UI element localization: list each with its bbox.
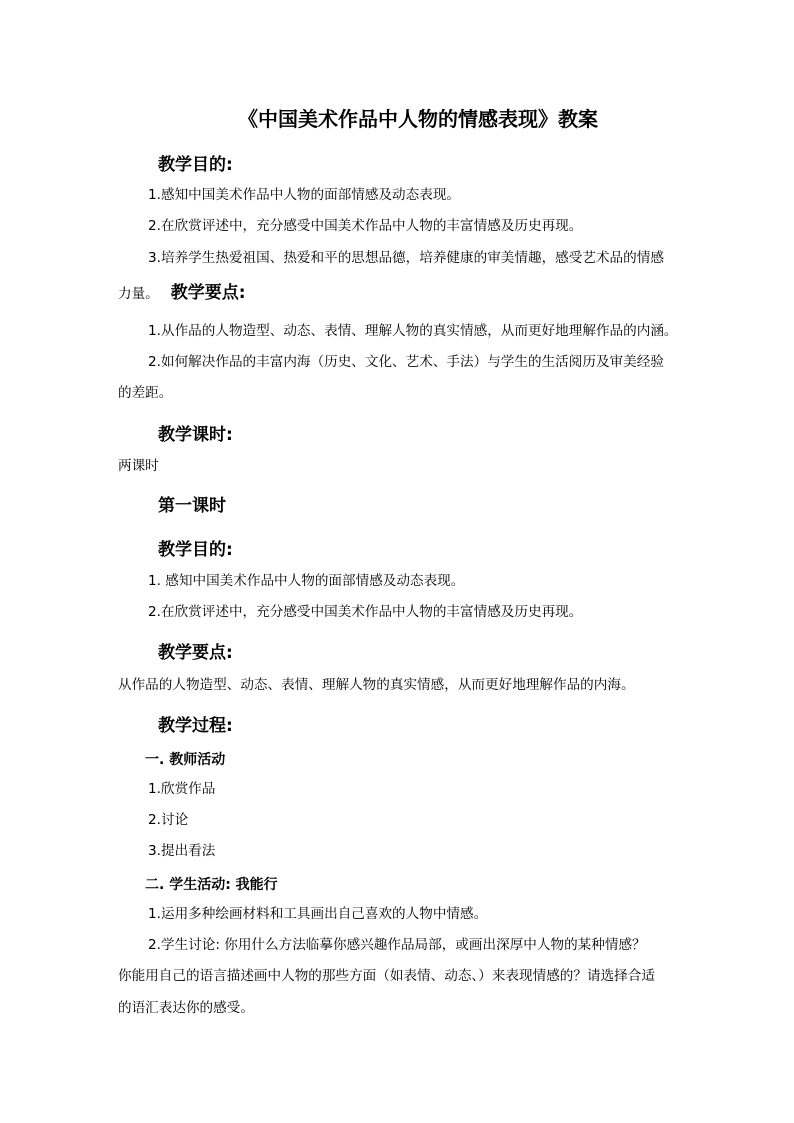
lesson1-goal-2: 2.在欣赏评述中，充分感受中国美术作品中人物的丰富情感及历史再现。 xyxy=(148,604,583,620)
section-heading-teaching-goals: 教学目的: xyxy=(158,155,233,175)
student-item-2: 2.学生讨论: 你用什么方法临摹你感兴趣作品局部，或画出深厚中人物的某种情感？ xyxy=(148,937,646,953)
lesson1-goal-1: 1. 感知中国美术作品中人物的面部情感及动态表现。 xyxy=(148,573,465,589)
lesson1-heading: 第一课时 xyxy=(158,496,226,516)
section-heading-lesson-hours: 教学课时: xyxy=(158,425,233,445)
lesson1-points-text: 从作品的人物造型、动态、表情、理解人物的真实情感，从而更好地理解作品的内海。 xyxy=(118,677,635,693)
goal-item-3-tail: 力量。 xyxy=(118,286,159,302)
student-item-2-line2: 你能用自己的语言描述画中人物的那些方面（如表情、动态、）来表现情感的？请选择合适 xyxy=(118,968,655,984)
goal-item-1: 1.感知中国美术作品中人物的面部情感及动态表现。 xyxy=(148,187,461,203)
teacher-item-3: 3.提出看法 xyxy=(148,843,216,859)
student-item-2-line3: 的语汇表达你的感受。 xyxy=(118,1000,254,1016)
goal-item-2: 2.在欣赏评述中，充分感受中国美术作品中人物的丰富情感及历史再现。 xyxy=(148,218,583,234)
point-item-1: 1.从作品的人物造型、动态、表情、理解人物的真实情感，从而更好地理解作品的内涵。 xyxy=(148,323,678,339)
lesson1-process-heading: 教学过程: xyxy=(158,716,233,736)
student-activity-heading: 二. 学生活动: 我能行 xyxy=(145,877,278,893)
student-item-1: 1.运用多种绘画材料和工具画出自己喜欢的人物中情感。 xyxy=(148,906,488,922)
lesson-hours-value: 两课时 xyxy=(118,458,159,474)
document-title: 《中国美术作品中人物的情感表现》教案 xyxy=(238,107,598,131)
teacher-item-2: 2.讨论 xyxy=(148,812,189,828)
teacher-item-1: 1.欣赏作品 xyxy=(148,781,216,797)
goal-item-3: 3.培养学生热爱祖国、热爱和平的思想品德，培养健康的审美情趣，感受艺术品的情感 xyxy=(148,250,664,266)
point-item-2-tail: 的差距。 xyxy=(118,385,173,401)
lesson1-points-heading: 教学要点: xyxy=(158,643,233,663)
section-heading-teaching-points: 教学要点: xyxy=(170,283,246,303)
document-page xyxy=(118,0,680,1123)
goal-item-3-continued xyxy=(118,284,246,303)
point-item-2: 2.如何解决作品的丰富内海（历史、文化、艺术、手法）与学生的生活阅历及审美经验 xyxy=(148,354,664,370)
lesson1-goals-heading: 教学目的: xyxy=(158,540,233,560)
teacher-activity-heading: 一. 教师活动 xyxy=(145,752,226,768)
